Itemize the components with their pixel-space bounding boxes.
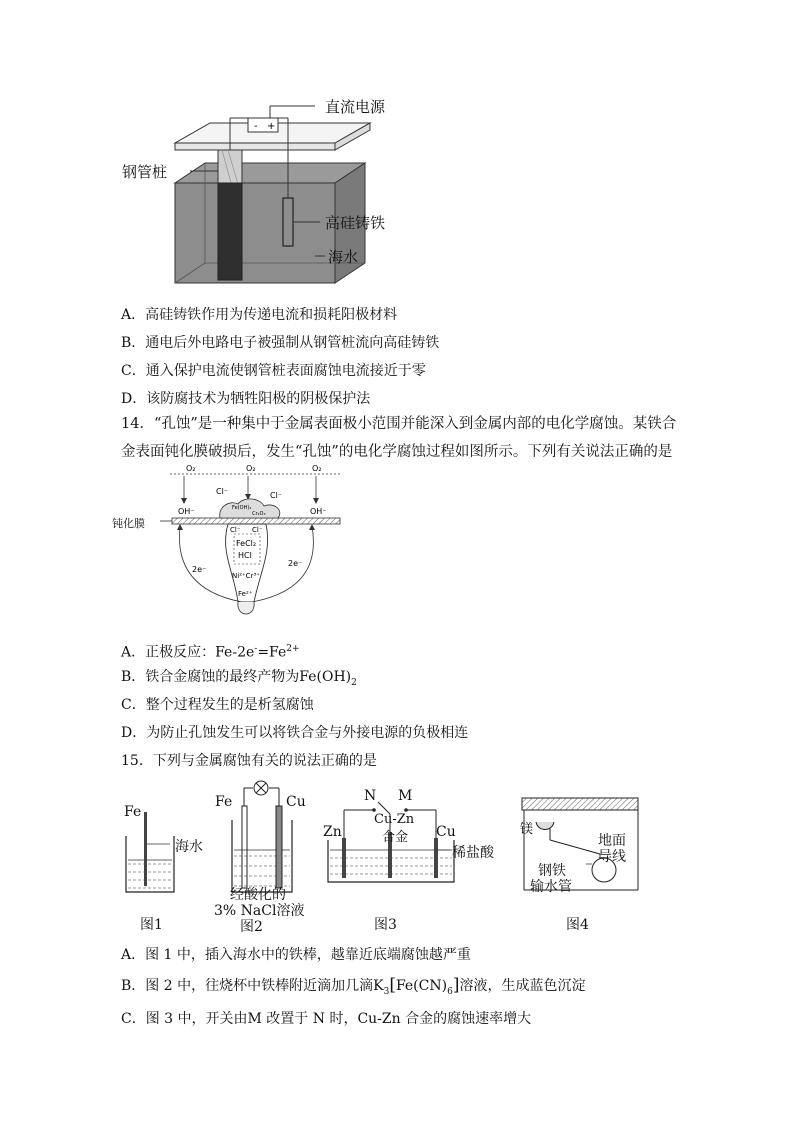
- fig2-caption: 图2: [240, 919, 263, 935]
- fig3-alloy-line2: 合金: [382, 830, 409, 845]
- oh-right: OH⁻: [310, 507, 327, 516]
- cl-pit-right: Cl⁻: [252, 526, 263, 534]
- q14-option-b: [121, 668, 357, 692]
- fig3-caption: 图3: [374, 917, 397, 933]
- fig2-solution-line1: 经酸化的: [230, 887, 286, 903]
- fig3-alloy-line1: Cu-Zn: [374, 812, 415, 827]
- terminal-minus: -: [254, 121, 258, 132]
- q15-b-fe: Fe(CN): [395, 978, 448, 994]
- fig4-mg-label: 镁: [520, 822, 534, 837]
- cl-top-right: Cl⁻: [270, 491, 283, 500]
- q15-b-fe-sub: 6: [447, 986, 453, 997]
- label-steel-pile: 钢管桩: [122, 163, 168, 181]
- fig1-fe-label: Fe: [124, 804, 142, 820]
- q14-b-pre: B．铁合金腐蚀的最终产物为Fe(OH): [121, 669, 352, 685]
- fig2-solution-line2: 3% NaCl溶液: [214, 903, 305, 919]
- fecl2-label: FeCl₂: [236, 539, 257, 548]
- q15-option-b: B．图 2 中，往烧杯中铁棒附近滴加几滴$K_3[Fe(CN)_6]$溶液，生成蓝色沉淀: [121, 975, 586, 997]
- electron-right: 2e⁻: [288, 559, 303, 568]
- q15-option-a: A．图 1 中，插入海水中的铁棒，越靠近底端腐蚀越严重: [121, 947, 471, 963]
- o2-center: O₂: [246, 464, 256, 473]
- figure-cathodic-protection: [120, 88, 420, 288]
- fig4-ground-label: 地面: [598, 833, 626, 849]
- q14-a-pre: A．正极反应：Fe-2e: [121, 644, 255, 661]
- fig3-acid-label: 稀盐酸: [452, 845, 494, 861]
- q13-option-d: D．该防腐技术为牺牲阳极的阴极保护法: [121, 391, 371, 407]
- fig3-n-label: N: [364, 788, 377, 804]
- q13-option-c: C．通入保护电流使钢管桩表面腐蚀电流接近于零: [121, 363, 426, 379]
- fig3-cu-label: Cu: [436, 824, 456, 840]
- fig2-fe-label: Fe: [215, 794, 233, 810]
- label-seawater: 海水: [328, 248, 359, 266]
- oh-left: OH⁻: [178, 507, 195, 516]
- ni-cr-label: Ni²⁺Cr³⁺: [232, 572, 260, 580]
- label-passive-film: 钝化膜: [112, 517, 145, 530]
- pitting-diagram: [120, 462, 350, 632]
- q15-option-c: C．图 3 中，开关由M 改置于 N 时，Cu-Zn 合金的腐蚀速率增大: [121, 1011, 532, 1027]
- q14-stem: 14．“孔蚀”是一种集中于金属表面极小范围并能深入到金属内部的电化学腐蚀。某铁合金表面钝化膜破损后，发生“孔蚀”的电化学腐蚀过程如图所示。下列有关说法正确的是: [121, 416, 677, 460]
- label-high-silicon-iron: 高硅铸铁: [325, 214, 386, 232]
- q15-b-pre: B．图 2 中，往烧杯中铁棒附近滴加几滴: [121, 978, 374, 994]
- cathodic-protection-diagram: [120, 88, 420, 288]
- fig3-m-label: M: [398, 788, 413, 804]
- q13-option-a: A．高硅铸铁作用为传递电流和损耗阳极材料: [121, 307, 398, 323]
- fig4-pipe-line1: 钢铁: [538, 863, 566, 879]
- fig1-seawater-label: 海水: [175, 839, 203, 855]
- cl-pit-left: Cl⁻: [230, 526, 241, 534]
- fig4-caption: 图4: [566, 917, 589, 933]
- hcl-label: HCl: [238, 551, 252, 560]
- figure-pitting-corrosion: [112, 462, 350, 632]
- terminal-plus: +: [267, 121, 276, 132]
- fig2-cu-label: Cu: [286, 794, 306, 810]
- cr2o3-label: Cr₂O₃: [252, 511, 266, 517]
- q15-b-k: K: [373, 978, 384, 994]
- q14-a-mid: =Fe: [257, 644, 287, 661]
- fig3-zn-label: Zn: [323, 824, 342, 840]
- q14-option-a: [121, 640, 300, 662]
- fig4-pipe-line2: 输水管: [530, 879, 572, 895]
- o2-left: O₂: [186, 464, 196, 473]
- cl-top-left: Cl⁻: [216, 487, 229, 496]
- fig4-wire-label: 导线: [598, 849, 626, 865]
- electron-left: 2e⁻: [192, 565, 207, 574]
- q15-b-post: 溶液，生成蓝色沉淀: [459, 978, 586, 994]
- feoh-label: Fe(OH)₃: [232, 505, 252, 511]
- q14-option-d: D．为防止孔蚀发生可以将铁合金与外接电源的负极相连: [121, 725, 469, 741]
- o2-right: O₂: [312, 464, 322, 473]
- q14-a-sup1: -: [254, 644, 258, 654]
- fe2-label: Fe²⁺: [238, 590, 253, 598]
- fig1-caption: 图1: [140, 917, 163, 933]
- q13-option-b: B．通电后外电路电子被强制从钢管桩流向高硅铸铁: [121, 335, 440, 351]
- q14-a-sup2: 2+: [286, 644, 300, 654]
- label-power-supply: 直流电源: [325, 98, 386, 116]
- q15-b-k-sub: 3: [383, 986, 390, 997]
- q14-b-sub: 2: [351, 677, 357, 688]
- q15-stem: 15．下列与金属腐蚀有关的说法正确的是: [121, 753, 377, 769]
- figure-row-q15: [120, 780, 650, 940]
- q14-option-c: C．整个过程发生的是析氢腐蚀: [121, 697, 314, 713]
